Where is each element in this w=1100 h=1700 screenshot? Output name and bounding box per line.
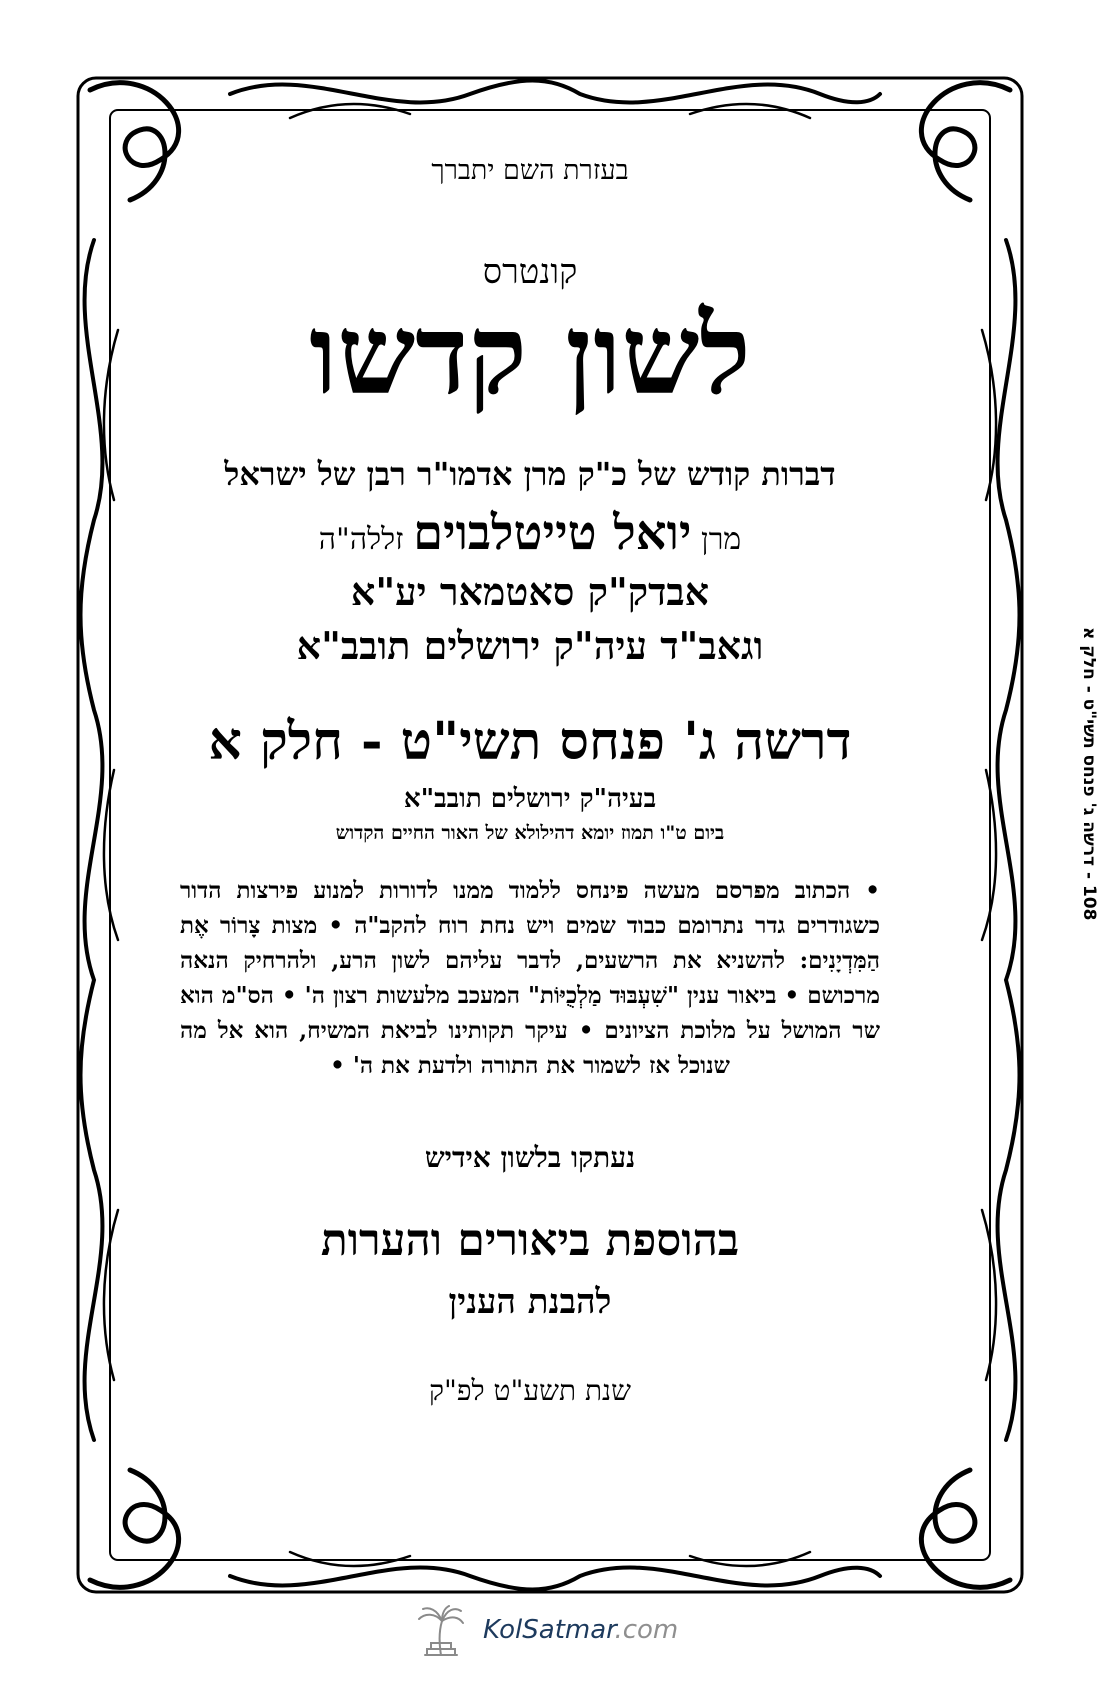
logo-name: KolSatmar xyxy=(483,1615,615,1645)
drasha-summary: • הכתוב מפרסם מעשה פינחס ללמוד ממנו לדורות למנוע פירצות הדור כשגודרים גדר נתרומם כבוד שמים ויש נחת רוח להקב"ה • מצות צָרוֹר אֶת הַמִּדְיָנִים: להשניא את הרשעים, לדבר עליהם לשון הרע, ולהרחיק הנאה מרכושם • ביאור ענין "שִׁעְבּוּד מַלְכֻיּוֹת" המעכב מלעשות רצון ה' • הס"מ הוא שר המושל על מלוכת הציונים • עיקר תקותינו לביאת המשיח, הוא אל מה שנוכל אז לשמור את התורה ולדעת את ה' • xyxy=(180,877,880,1079)
logo-domain: .com xyxy=(614,1615,679,1645)
drasha-date: ביום ט"ו תמוז יומא דהילולא של האור החיים הקדוש xyxy=(335,822,725,844)
words-of-holiness-line: דברות קודש של כ"ק מרן אדמו"ר רבן של ישראל xyxy=(224,455,836,493)
logo-text xyxy=(483,1615,678,1645)
yiddish-translation-line: נעתקו בלשון אידיש xyxy=(424,1141,636,1174)
additions-line: בהוספת ביאורים והערות xyxy=(320,1215,740,1266)
title-page-content xyxy=(170,140,890,1470)
book-title: לשון קדשו xyxy=(309,290,751,419)
palm-tree-icon xyxy=(415,1605,467,1659)
abd-satmar-line: אבדק"ק סאטמאר יע"א xyxy=(350,569,710,614)
gaavad-jerusalem-line: וגאב"ד עיה"ק ירושלים תובב"א xyxy=(296,623,764,668)
rebbe-name-line xyxy=(170,505,890,561)
blessing-text: בעזרת השם יתברך xyxy=(431,155,629,186)
rebbe-name: יואל טייטלבוים xyxy=(413,505,692,561)
maran-label: מרן xyxy=(701,522,742,557)
understanding-line: להבנת הענין xyxy=(448,1282,612,1322)
kolsatmar-logo[interactable] xyxy=(415,1605,679,1660)
drasha-place: בעיה"ק ירושלים תובב"א xyxy=(403,784,657,814)
drasha-title: דרשה ג' פנחס תשי"ט - חלק א xyxy=(208,711,852,772)
publication-year: שנת תשע"ט לפ"ק xyxy=(429,1374,631,1407)
page-side-header: 108 - דרשה ג' פנחס תשי"ט - חלק א xyxy=(1079,626,1099,920)
rebbe-name-suffix: זללה"ה xyxy=(318,522,404,557)
kuntres-label: קונטרס xyxy=(482,252,578,292)
